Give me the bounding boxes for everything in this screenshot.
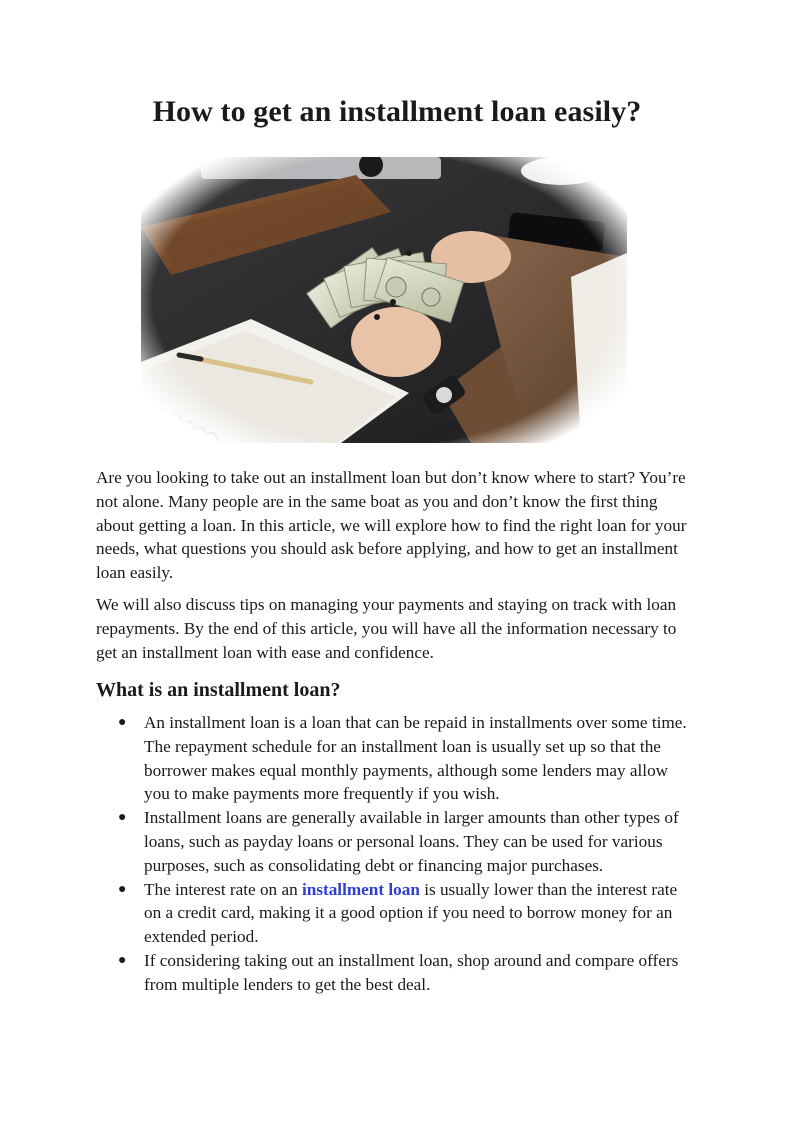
list-item: [96, 949, 696, 997]
list-item-text-after: is usually lower than the interest rate on a credit card, making it a good option if you need to borrow money for an extended period.: [144, 879, 678, 947]
bullet-icon: ●: [118, 810, 127, 826]
section-heading: What is an installment loan?: [96, 679, 341, 701]
list-item: [96, 878, 696, 949]
list-item: [96, 806, 696, 877]
list-item: [96, 711, 696, 806]
money-counting-photo-icon: [141, 157, 627, 443]
list-item-text: An installment loan is a loan that can be repaid in installments over some time. The repayment schedule for an installment loan is usually set up so that the borrower makes equal monthly payments, although some lenders may allow you to make payments more frequently if you wish.: [144, 713, 687, 804]
list-item-text: Installment loans are generally available in larger amounts than other types of loans, such as payday loans or personal loans. They can be used for various purposes, such as consolidating debt or financing major purchases.: [144, 808, 679, 875]
hero-image: [141, 157, 627, 443]
list-item-text-before: The interest rate on an: [144, 879, 302, 899]
bullet-icon: ●: [118, 715, 127, 730]
bullet-icon: ●: [118, 952, 127, 968]
list-item-text: If considering taking out an installment loan, shop around and compare offers from multiple lenders to get the best deal.: [144, 950, 679, 994]
installment-loan-link[interactable]: installment loan: [301, 879, 420, 899]
bullet-list: [96, 711, 696, 997]
intro-paragraph-2: We will also discuss tips on managing your payments and staying on track with loan repayments. By the end of this article, you will have all the information necessary to get an installment loan with ease and confidence.: [96, 595, 677, 662]
intro-paragraph-1: Are you looking to take out an installment loan but don’t know where to start? You’re not alone. Many people are in the same boat as you and don’t know the first thing about getting a loan. In this article, we will explore how to find the right loan for your needs, what questions you should ask before applying, and how to get an installment loan easily.: [96, 468, 687, 583]
page-title: How to get an installment loan easily?: [152, 95, 642, 128]
bullet-icon: ●: [118, 881, 127, 897]
